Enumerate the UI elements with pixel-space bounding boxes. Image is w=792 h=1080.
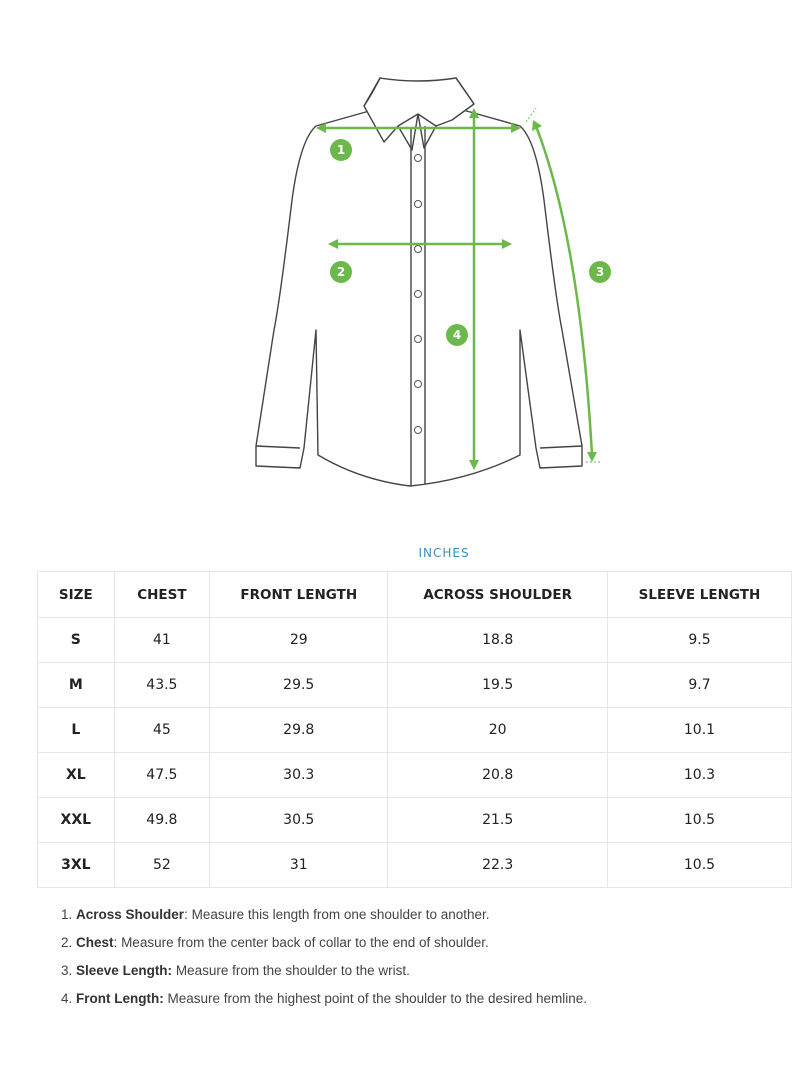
cell-size: 3XL — [38, 843, 115, 888]
size-chart-table — [37, 571, 792, 888]
svg-text:2: 2 — [336, 265, 346, 279]
cell-chest: 45 — [114, 708, 210, 753]
table-row — [38, 843, 792, 888]
table-row — [38, 708, 792, 753]
note-text: Measure from the highest point of the shoulder to the desired hemline. — [163, 991, 588, 1006]
note-item — [61, 906, 587, 934]
cell-chest: 49.8 — [114, 798, 210, 843]
note-sep: : — [113, 935, 118, 950]
note-term: Front Length: — [76, 991, 164, 1006]
cell-sleeve-length: 10.5 — [607, 843, 791, 888]
measurement-notes — [61, 906, 587, 1018]
cell-front-length: 30.5 — [210, 798, 388, 843]
svg-text:4: 4 — [452, 328, 462, 342]
table-row — [38, 618, 792, 663]
cell-sleeve-length: 9.7 — [607, 663, 791, 708]
header-across-shoulder: ACROSS SHOULDER — [388, 572, 608, 618]
cell-chest: 41 — [114, 618, 210, 663]
arrow-head — [587, 452, 597, 462]
cell-front-length: 29 — [210, 618, 388, 663]
cell-across-shoulder: 18.8 — [388, 618, 608, 663]
marker-2 — [330, 261, 352, 283]
marker-4 — [446, 324, 468, 346]
marker-1 — [330, 139, 352, 161]
note-text: Measure from the center back of collar to the end of shoulder. — [117, 935, 489, 950]
svg-text:3: 3 — [595, 265, 605, 279]
note-term: Sleeve Length: — [76, 963, 173, 978]
cell-size: L — [38, 708, 115, 753]
cell-front-length: 29.8 — [210, 708, 388, 753]
cell-chest: 52 — [114, 843, 210, 888]
table-header-row — [38, 572, 792, 618]
note-number: 1. — [61, 907, 73, 922]
cell-size: S — [38, 618, 115, 663]
unit-label: INCHES — [418, 546, 470, 560]
table-row — [38, 753, 792, 798]
cell-size: XL — [38, 753, 115, 798]
note-item — [61, 934, 587, 962]
note-term: Chest — [76, 935, 114, 950]
note-number: 4. — [61, 991, 73, 1006]
table-row — [38, 663, 792, 708]
marker-3 — [589, 261, 611, 283]
cell-across-shoulder: 22.3 — [388, 843, 608, 888]
cell-sleeve-length: 10.5 — [607, 798, 791, 843]
note-item — [61, 990, 587, 1018]
note-text: Measure this length from one shoulder to another. — [187, 907, 490, 922]
note-number: 3. — [61, 963, 73, 978]
cell-sleeve-length: 9.5 — [607, 618, 791, 663]
svg-text:1: 1 — [336, 143, 346, 157]
cell-front-length: 30.3 — [210, 753, 388, 798]
header-sleeve-length: SLEEVE LENGTH — [607, 572, 791, 618]
note-number: 2. — [61, 935, 73, 950]
cell-chest: 47.5 — [114, 753, 210, 798]
header-size: SIZE — [38, 572, 115, 618]
table-row — [38, 798, 792, 843]
note-text: Measure from the shoulder to the wrist. — [172, 963, 410, 978]
cell-sleeve-length: 10.3 — [607, 753, 791, 798]
cell-across-shoulder: 19.5 — [388, 663, 608, 708]
cell-front-length: 29.5 — [210, 663, 388, 708]
cell-size: XXL — [38, 798, 115, 843]
note-sep: : — [184, 907, 188, 922]
cell-sleeve-length: 10.1 — [607, 708, 791, 753]
header-chest: CHEST — [114, 572, 210, 618]
cell-size: M — [38, 663, 115, 708]
header-front-length: FRONT LENGTH — [210, 572, 388, 618]
cell-across-shoulder: 20.8 — [388, 753, 608, 798]
cell-front-length: 31 — [210, 843, 388, 888]
cell-across-shoulder: 21.5 — [388, 798, 608, 843]
shirt-outline — [256, 78, 582, 486]
cell-across-shoulder: 20 — [388, 708, 608, 753]
note-term: Across Shoulder — [76, 907, 185, 922]
cell-chest: 43.5 — [114, 663, 210, 708]
shirt-measurement-diagram — [0, 0, 792, 520]
note-item — [61, 962, 587, 990]
